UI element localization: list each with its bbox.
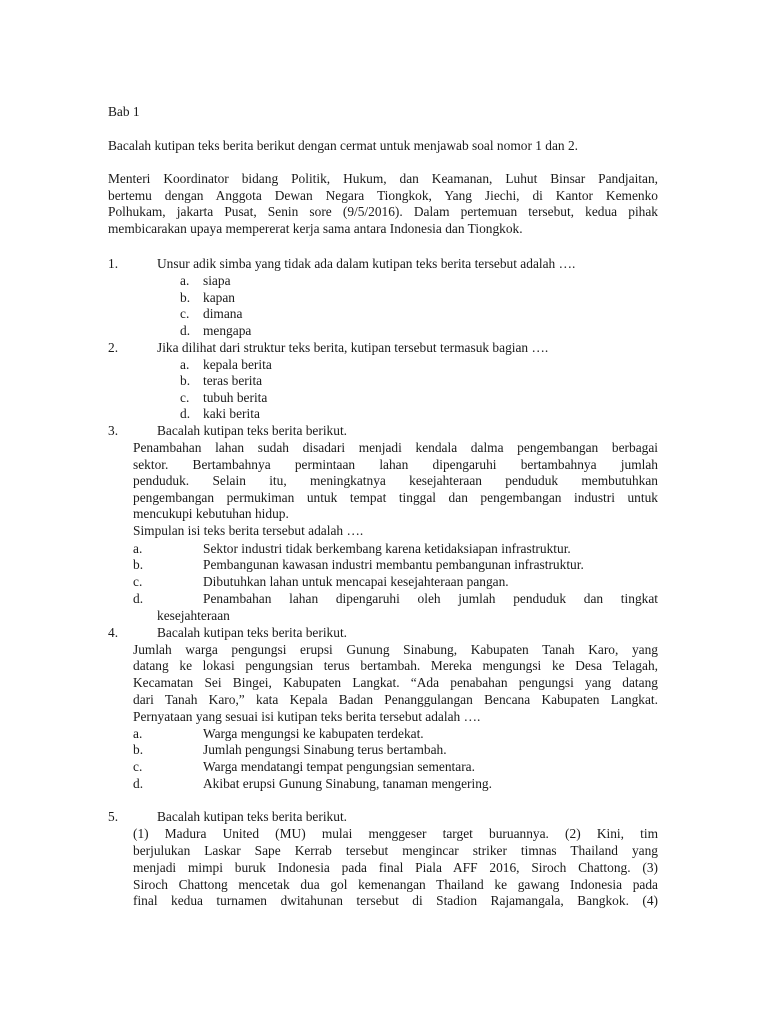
question-text: Jika dilihat dari struktur teks berita, kutipan tersebut termasuk bagian …. bbox=[157, 340, 549, 355]
question-text: Bacalah kutipan teks berita berikut. bbox=[157, 423, 348, 438]
option-text: kepala berita bbox=[203, 357, 272, 372]
option-letter: b. bbox=[180, 290, 191, 305]
question-number: 3. bbox=[108, 423, 119, 438]
instruction-text: Bacalah kutipan teks berita berikut dengan cermat untuk menjawab soal nomor 1 dan 2. bbox=[108, 138, 579, 153]
option-text: kapan bbox=[203, 290, 235, 305]
passage-line: dari Tanah Karo,” kata Kepala Badan Penanggulangan Bencana Kabupaten Langkat. bbox=[133, 692, 658, 707]
option-letter: d. bbox=[133, 776, 144, 791]
option-text-continued: kesejahteraan bbox=[157, 608, 230, 623]
option-text: mengapa bbox=[203, 323, 252, 338]
passage-line: datang ke lokasi pengungsian terus bertambah. Mereka mengungsi ke Desa Telagah, bbox=[133, 658, 658, 673]
question-number: 4. bbox=[108, 625, 119, 640]
passage-line: bertemu dengan Anggota Dewan Negara Tiongkok, Yang Jiechi, di Kantor Kemenko bbox=[108, 188, 658, 203]
option-letter: a. bbox=[180, 273, 190, 288]
passage-line: Jumlah warga pengungsi erupsi Gunung Sinabung, Kabupaten Tanah Karo, yang bbox=[133, 642, 658, 657]
question-number: 5. bbox=[108, 809, 119, 824]
option-letter: a. bbox=[133, 726, 143, 741]
option-letter: b. bbox=[133, 557, 144, 572]
chapter-heading: Bab 1 bbox=[108, 104, 140, 119]
question-number: 2. bbox=[108, 340, 119, 355]
option-letter: b. bbox=[180, 373, 191, 388]
option-text: dimana bbox=[203, 306, 243, 321]
question-prompt: Pernyataan yang sesuai isi kutipan teks berita tersebut adalah …. bbox=[133, 709, 481, 724]
passage-line: Penambahan lahan sudah disadari menjadi kendala dalma pengembangan berbagai bbox=[133, 440, 658, 455]
passage-line: Menteri Koordinator bidang Politik, Hukum, dan Keamanan, Luhut Binsar Pandjaitan, bbox=[108, 171, 658, 186]
option-text: teras berita bbox=[203, 373, 263, 388]
option-text: Jumlah pengungsi Sinabung terus bertambah. bbox=[203, 742, 447, 757]
passage-line: penduduk. Selain itu, meningkatnya kesejahteraan penduduk membutuhkan bbox=[133, 473, 658, 488]
question-text: Bacalah kutipan teks berita berikut. bbox=[157, 625, 348, 640]
passage-line: Polhukam, jakarta Pusat, Senin sore (9/5/2016). Dalam pertemuan tersebut, kedua pihak bbox=[108, 204, 658, 219]
option-text: Warga mengungsi ke kabupaten terdekat. bbox=[203, 726, 424, 741]
passage-line: berjulukan Laskar Sape Kerrab tersebut mengincar striker timnas Thailand yang bbox=[133, 843, 658, 858]
option-letter: c. bbox=[133, 759, 143, 774]
option-text: tubuh berita bbox=[203, 390, 268, 405]
option-text: kaki berita bbox=[203, 406, 260, 421]
passage-line: Siroch Chattong mencetak dua gol kemenangan Thailand ke gawang Indonesia pada bbox=[133, 877, 658, 892]
passage-line: membicarakan upaya mempererat kerja sama antara Indonesia dan Tiongkok. bbox=[108, 221, 523, 236]
passage-line: final kedua turnamen dwitahunan tersebut di Stadion Rajamangala, Bangkok. (4) bbox=[133, 893, 658, 908]
passage-line: (1) Madura United (MU) mulai menggeser target buruannya. (2) Kini, tim bbox=[133, 826, 658, 841]
option-text: Sektor industri tidak berkembang karena ketidaksiapan infrastruktur. bbox=[203, 541, 571, 556]
option-letter: d. bbox=[133, 591, 144, 606]
option-letter: c. bbox=[133, 574, 143, 589]
passage-line: Kecamatan Sei Bingei, Kabupaten Langkat. “Ada penabahan pengungsi yang datang bbox=[133, 675, 658, 690]
option-text: Dibutuhkan lahan untuk mencapai kesejahteraan pangan. bbox=[203, 574, 509, 589]
passage-line: mencukupi kebutuhan hidup. bbox=[133, 506, 289, 521]
question-text: Unsur adik simba yang tidak ada dalam kutipan teks berita tersebut adalah …. bbox=[157, 256, 576, 271]
option-letter: b. bbox=[133, 742, 144, 757]
question-number: 1. bbox=[108, 256, 119, 271]
question-text: Bacalah kutipan teks berita berikut. bbox=[157, 809, 348, 824]
option-letter: a. bbox=[180, 357, 190, 372]
option-letter: c. bbox=[180, 306, 190, 321]
option-letter: d. bbox=[180, 406, 191, 421]
option-text: siapa bbox=[203, 273, 231, 288]
passage-line: menjadi mimpi buruk Indonesia pada final Piala AFF 2016, Siroch Chattong. (3) bbox=[133, 860, 658, 875]
option-letter: a. bbox=[133, 541, 143, 556]
option-letter: d. bbox=[180, 323, 191, 338]
question-prompt: Simpulan isi teks berita tersebut adalah …. bbox=[133, 523, 364, 538]
passage-line: sektor. Bertambahnya permintaan lahan dipengaruhi bertambahnya jumlah bbox=[133, 457, 658, 472]
option-text: Penambahan lahan dipengaruhi oleh jumlah penduduk dan tingkat bbox=[203, 591, 658, 606]
option-letter: c. bbox=[180, 390, 190, 405]
option-text: Pembangunan kawasan industri membantu pembangunan infrastruktur. bbox=[203, 557, 584, 572]
option-text: Warga mendatangi tempat pengungsian sementara. bbox=[203, 759, 475, 774]
option-text: Akibat erupsi Gunung Sinabung, tanaman mengering. bbox=[203, 776, 492, 791]
passage-line: pengembangan permukiman untuk tempat tinggal dan pengembangan industri untuk bbox=[133, 490, 658, 505]
